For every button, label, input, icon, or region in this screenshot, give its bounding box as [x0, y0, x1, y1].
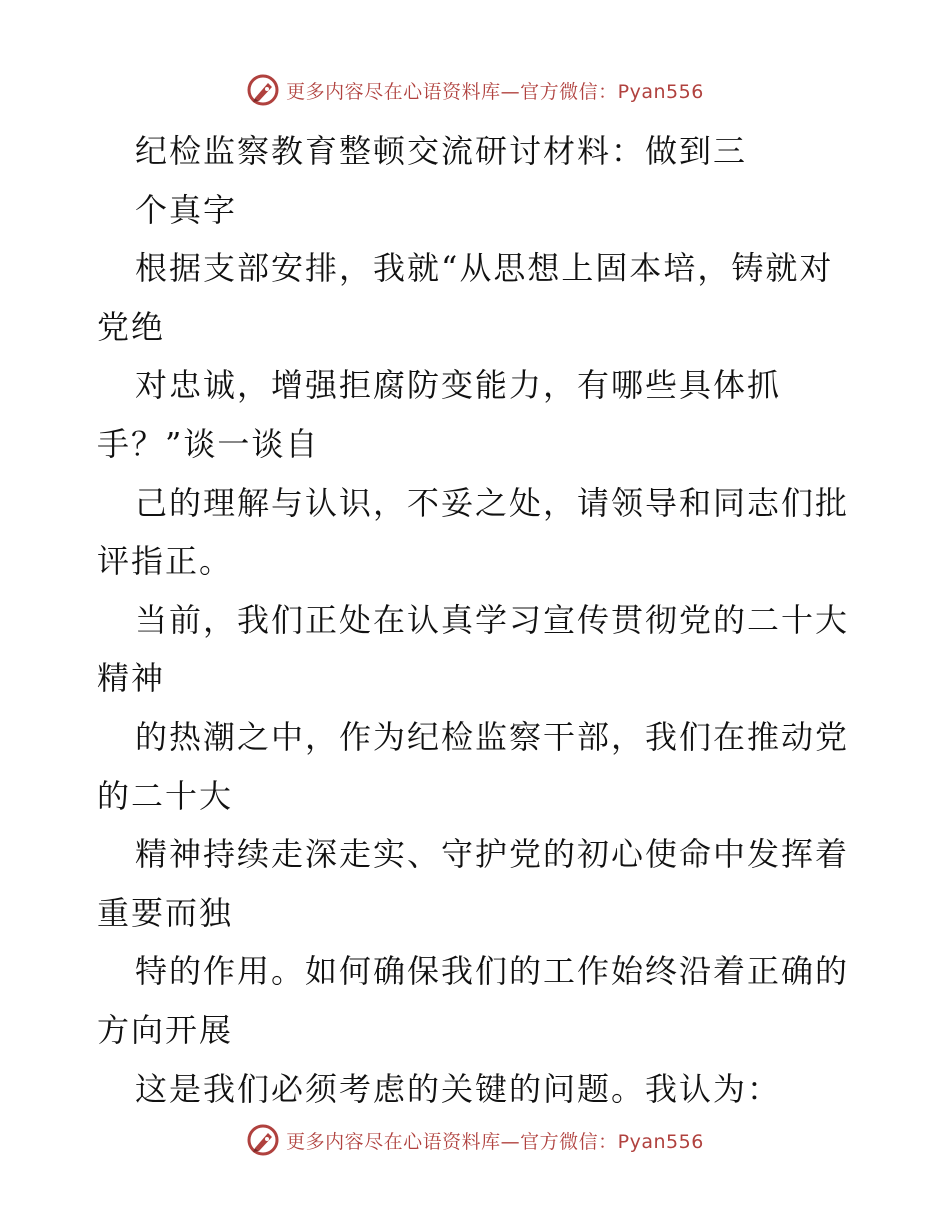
text-line: 重要而独 [97, 893, 234, 932]
header-watermark-text: 更多内容尽在心语资料库—官方微信：Pyan556 [286, 80, 704, 103]
footer-watermark-text: 更多内容尽在心语资料库—官方微信：Pyan556 [286, 1130, 704, 1153]
pen-logo-icon [246, 73, 280, 107]
text-line: 评指正。 [97, 542, 234, 581]
text-line: 当前，我们正处在认真学习宣传贯彻党的二十大 [135, 600, 850, 639]
text-line: 这是我们必须考虑的关键的问题。我认为： [135, 1069, 782, 1108]
text-line: 方向开展 [97, 1010, 234, 1049]
text-line: 纪检监察教育整顿交流研讨材料：做到三 [135, 132, 748, 170]
text-line: 特的作用。如何确保我们的工作始终沿着正确的 [135, 952, 850, 991]
text-line: 党绝 [97, 307, 166, 346]
text-line: 手？”谈一谈自 [97, 424, 320, 463]
header-watermark [0, 70, 950, 110]
text-line: 的热潮之中，作为纪检监察干部，我们在推动党 [135, 717, 850, 756]
document-body [97, 122, 857, 1118]
pen-logo-icon [246, 1123, 280, 1157]
text-line: 的二十大 [97, 776, 234, 815]
text-line: 精神 [97, 659, 166, 698]
footer-watermark [0, 1120, 950, 1160]
text-line: 个真字 [135, 190, 238, 229]
text-line: 己的理解与认识，不妥之处，请领导和同志们批 [135, 483, 850, 522]
text-line: 根据支部安排，我就“从思想上固本培，铸就对 [135, 249, 834, 288]
text-line: 对忠诚，增强拒腐防变能力，有哪些具体抓 [135, 366, 782, 405]
text-line: 精神持续走深走实、守护党的初心使命中发挥着 [135, 835, 850, 874]
